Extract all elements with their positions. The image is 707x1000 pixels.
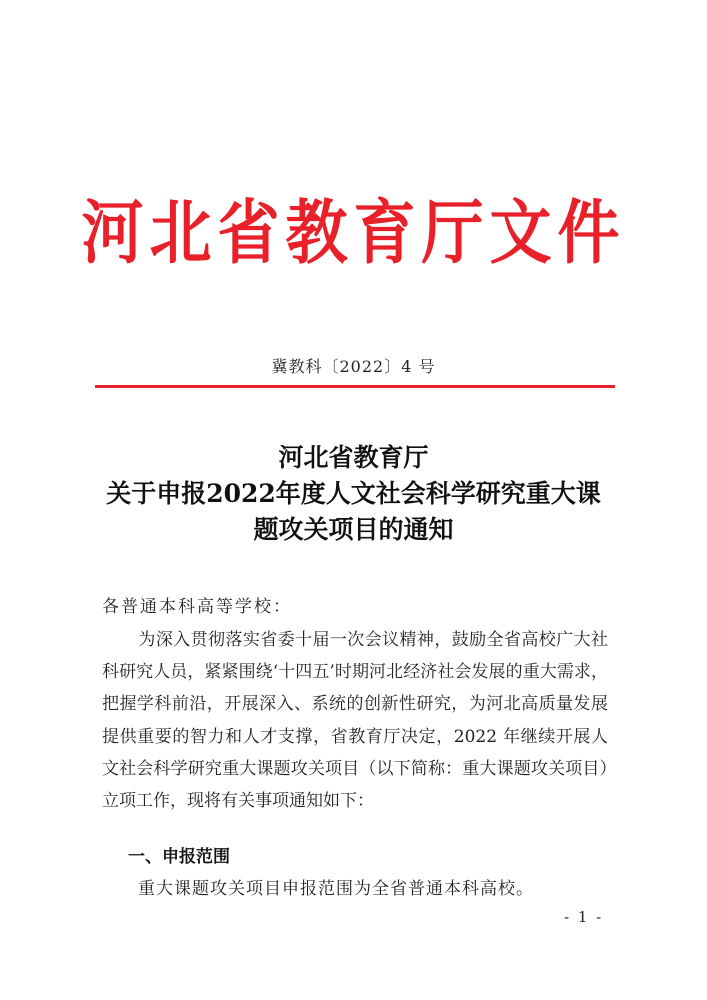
document-number: 冀教科〔2022〕4 号 [271, 357, 436, 376]
section-text-scope: 重大课题攻关项目申报范围为全省普通本科高校。 [138, 879, 534, 899]
title-line-3: 题攻关项目的通知 [253, 515, 454, 544]
document-header: 河北省教育厅文件 [81, 191, 626, 274]
page-number: - 1 - [564, 908, 604, 926]
body-paragraph [102, 624, 608, 817]
red-divider [95, 385, 615, 388]
document-title [80, 440, 627, 548]
body-paragraph-text: 为深入贯彻落实省委十届一次会议精神，鼓励全省高校广大社科研究人员，紧紧围绕‘十四五’时期河北经济社会发展的重大需求，把握学科前沿，开展深入、系统的创新性研究，为河北高质量发展提供重要的智力和人才支撑，省教育厅决定，2022 年继续开展人文社会科学研究重大课题攻关项目（以下简称：重大课题攻关项目）立项工作，现将有关事项通知如下： [102, 630, 608, 812]
salutation: 各普通本科高等学校： [102, 597, 292, 617]
title-line-1: 河北省教育厅 [278, 443, 429, 472]
title-line-2: 关于申报2022年度人文社会科学研究重大课 [106, 479, 601, 508]
section-heading-scope: 一、申报范围 [128, 847, 230, 867]
